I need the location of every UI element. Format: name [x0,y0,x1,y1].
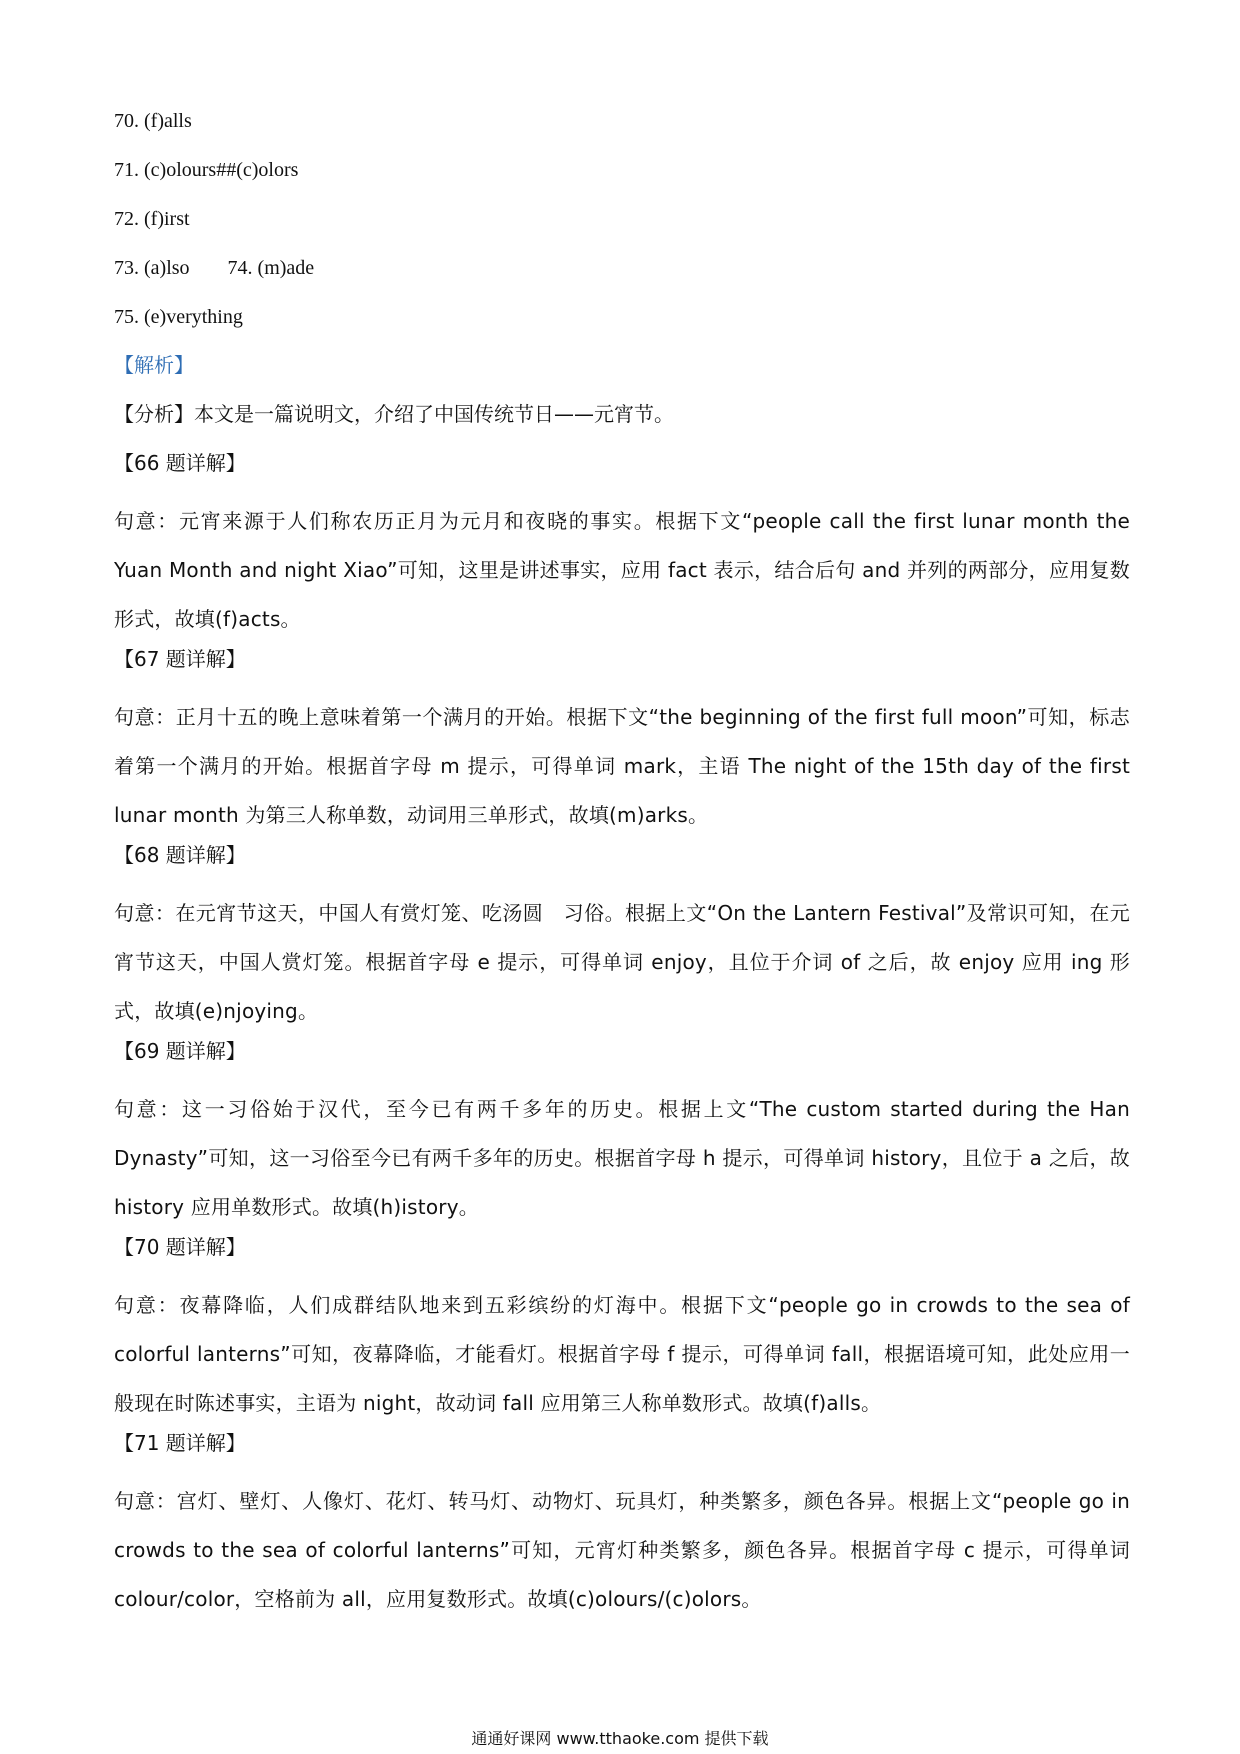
analysis-summary: 【分析】本文是一篇说明文，介绍了中国传统节日——元宵节。 [114,402,674,426]
question-explanation-69 [114,1036,1130,1232]
question-text: 句意：正月十五的晚上意味着第一个满月的开始。根据下文“the beginning of the first full moon”可知，标志着第一个满月的开始。根据首字母 m 提示，可得单词 mark，主语 The night of the 15th day of the first lunar month 为第三人称单数，动词用三单形式，故填(m)arks。 [114,705,1130,827]
question-explanation-68 [114,840,1130,1036]
question-text: 句意：这一习俗始于汉代，至今已有两千多年的历史。根据上文“The custom started during the Han Dynasty”可知，这一习俗至今已有两千多年的历史。根据首字母 h 提示，可得单词 history，且位于 a 之后，故 history 应用单数形式。故填(h)istory。 [114,1097,1130,1219]
answer-list [114,106,1134,351]
answer-line [114,106,1134,155]
question-explanation-66 [114,448,1130,644]
question-heading: 【68 题详解】 [114,843,246,867]
page-footer: 通通好课网 www.tthaoke.com 提供下载 [471,1729,769,1748]
question-heading: 【70 题详解】 [114,1235,246,1259]
question-explanation-70 [114,1232,1130,1428]
answer-line [114,204,1134,253]
answer-70: 70. (f)alls [114,110,192,132]
question-explanation-67 [114,644,1130,840]
question-text: 句意：元宵来源于人们称农历正月为元月和夜晓的事实。根据下文“people call the first lunar month the Yuan Month and night Xiao”可知，这里是讲述事实，应用 fact 表示，结合后句 and 并列的两部分，应用复数形式，故填(f)acts。 [114,509,1130,631]
question-heading: 【69 题详解】 [114,1039,246,1063]
answer-line [114,253,1134,302]
section-label-jiexi: 【解析】 [114,353,194,377]
answer-71: 71. (c)olours##(c)olors [114,159,299,181]
answer-74: 74. (m)ade [227,257,315,279]
explanation-section [114,350,1130,1624]
answer-line [114,302,1134,351]
question-text: 句意：夜幕降临，人们成群结队地来到五彩缤纷的灯海中。根据下文“people go in crowds to the sea of colorful lanterns”可知，夜幕降临，才能看灯。根据首字母 f 提示，可得单词 fall，根据语境可知，此处应用一般现在时陈述事实，主语为 night，故动词 fall 应用第三人称单数形式。故填(f)alls。 [114,1293,1130,1415]
question-explanation-71 [114,1428,1130,1624]
question-heading: 【67 题详解】 [114,647,246,671]
question-text: 句意：在元宵节这天，中国人有赏灯笼、吃汤圆 习俗。根据上文“On the Lantern Festival”及常识可知，在元宵节这天，中国人赏灯笼。根据首字母 e 提示，可得单词 enjoy，且位于介词 of 之后，故 enjoy 应用 ing 形式，故填(e)njoying。 [114,901,1130,1023]
question-text: 句意：宫灯、壁灯、人像灯、花灯、转马灯、动物灯、玩具灯，种类繁多，颜色各异。根据上文“people go in crowds to the sea of colorful lanterns”可知，元宵灯种类繁多，颜色各异。根据首字母 c 提示，可得单词 colour/color，空格前为 all，应用复数形式。故填(c)olours/(c)olors。 [114,1489,1130,1611]
answer-73: 73. (a)lso [114,257,190,279]
answer-72: 72. (f)irst [114,208,190,230]
answer-75: 75. (e)verything [114,306,243,328]
answer-line [114,155,1134,204]
question-heading: 【71 题详解】 [114,1431,246,1455]
question-heading: 【66 题详解】 [114,451,246,475]
